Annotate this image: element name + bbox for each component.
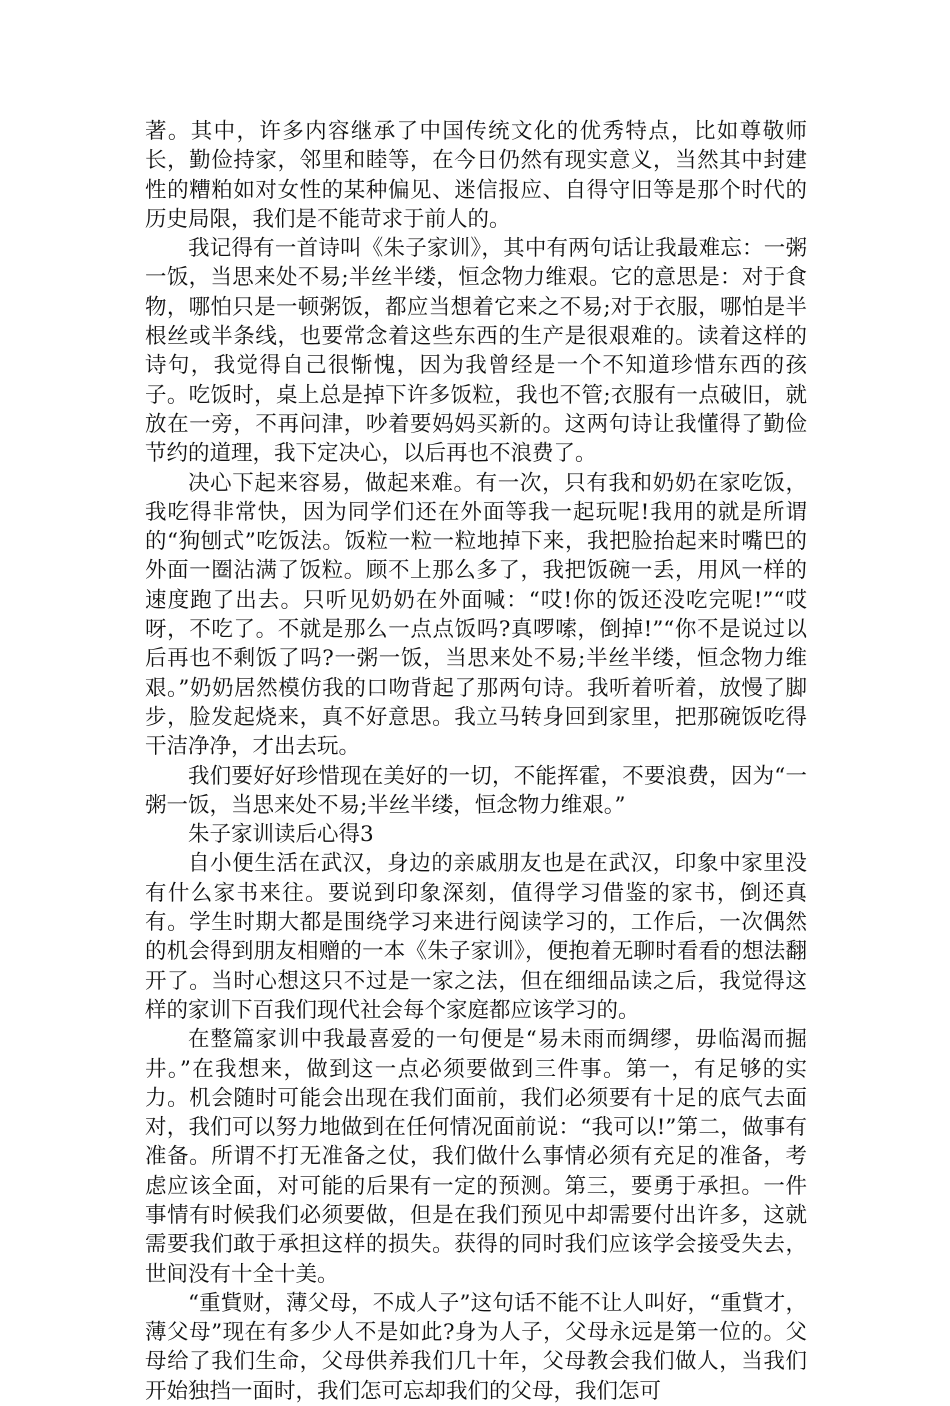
paragraph-5: 自小便生活在武汉，身边的亲戚朋友也是在武汉，印象中家里没有什么家书来往。要说到印象深刻，值得学习借鉴的家书，倒还真有。学生时期大都是围绕学习来进行阅读学习的，工作后，一次偶然的机会得到朋友相赠的一本《朱子家训》，便抱着无聊时看看的想法翻开了。当时心想这只不过是一家之法，但在细细品读之后，我觉得这样的家训下百我们现代社会每个家庭都应该学习的。 — [145, 851, 807, 1023]
paragraph-1: 著。其中，许多内容继承了中国传统文化的优秀特点，比如尊敬师长，勤俭持家，邻里和睦等，在今日仍然有现实意义，当然其中封建性的糟粕如对女性的某种偏见、迷信报应、自得守旧等是那个时代的历史局限，我们是不能苛求于前人的。 — [145, 119, 807, 232]
section-heading: 朱子家训读后心得3 — [188, 822, 374, 848]
paragraph-7: “重貲财，薄父母，不成人子”这句话不能不让人叫好，“重貲才，薄父母”现在有多少人不是如此?身为人子，父母永远是第一位的。父母给了我们生命，父母供养我们几十年，父母教会我们做人，当我们开始独挡一面时，我们怎可忘却我们的父母，我们怎可 — [145, 1290, 807, 1404]
paragraph-2: 我记得有一首诗叫《朱子家训》，其中有两句话让我最难忘：一粥一饭，当思来处不易;半丝半缕，恒念物力维艰。它的意思是：对于食物，哪怕只是一顿粥饭，都应当想着它来之不易;对于衣服，哪怕是半根丝或半条线，也要常念着这些东西的生产是很艰难的。读着这样的诗句，我觉得自己很惭愧，因为我曾经是一个不知道珍惜东西的孩子。吃饭时，桌上总是掉下许多饭粒，我也不管;衣服有一点破旧，就放在一旁，不再问津，吵着要妈妈买新的。这两句诗让我懂得了勤俭节约的道理，我下定决心，以后再也不浪费了。 — [145, 236, 807, 467]
document-page — [145, 117, 807, 1406]
paragraph-4: 我们要好好珍惜现在美好的一切，不能挥霍，不要浪费，因为“一粥一饭，当思来处不易;半丝半缕，恒念物力维艰。” — [145, 763, 807, 818]
paragraph-6: 在整篇家训中我最喜爱的一句便是“易未雨而绸缪，毋临渴而掘井。”在我想来，做到这一点必须要做到三件事。第一，有足够的实力。机会随时可能会出现在我们面前，我们必须要有十足的底气去面对，我们可以努力地做到在任何情况面前说：“我可以!”第二，做事有准备。所谓不打无准备之仗，我们做什么事情必须有充足的准备，考虑应该全面，对可能的后果有一定的预测。第三，要勇于承担。一件事情有时候我们必须要做，但是在我们预见中却需要付出许多，这就需要我们敢于承担这样的损失。获得的同时我们应该学会接受失去，世间没有十全十美。 — [145, 1027, 807, 1287]
paragraph-3: 决心下起来容易，做起来难。有一次，只有我和奶奶在家吃饭，我吃得非常快，因为同学们还在外面等我一起玩呢!我用的就是所谓的“狗刨式”吃饭法。饭粒一粒一粒地掉下来，我把脸抬起来时嘴巴的外面一圈沾满了饭粒。顾不上那么多了，我把饭碗一丢，用风一样的速度跑了出去。只听见奶奶在外面喊：“哎!你的饭还没吃完呢!”“哎呀，不吃了。不就是那么一点点饭吗?真啰嗦，倒掉!”“你不是说过以后再也不剩饭了吗?一粥一饭，当思来处不易;半丝半缕，恒念物力维艰。”奶奶居然模仿我的口吻背起了那两句诗。我听着听着，放慢了脚步，脸发起烧来，真不好意思。我立马转身回到家里，把那碗饭吃得干洁净净，才出去玩。 — [145, 470, 807, 760]
